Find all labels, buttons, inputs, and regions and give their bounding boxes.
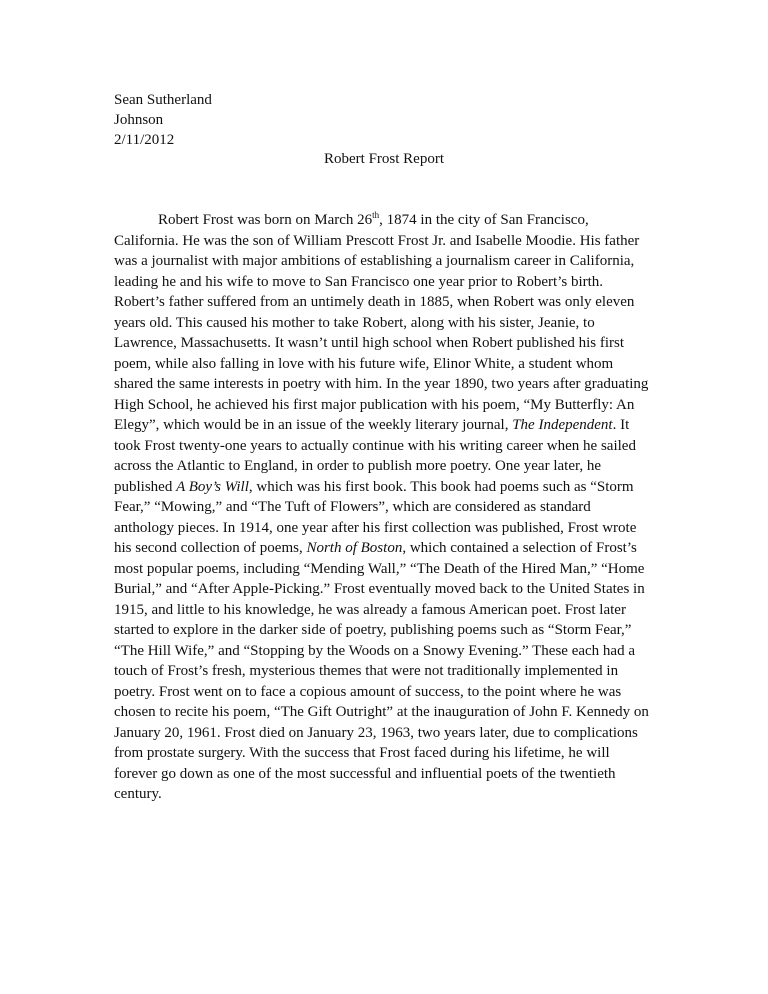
report-body (114, 210, 674, 805)
body-line: started to explore in the darker side of poetry, publishing poems such as “Storm Fear,” (114, 622, 632, 638)
body-line: Elegy”, which would be in an issue of the weekly literary journal, The Independent. It (114, 417, 630, 433)
body-line: was a journalist with major ambitions of establishing a journalism career in California, (114, 253, 635, 269)
body-line: from prostate surgery. With the success that Frost faced during his lifetime, he will (114, 745, 610, 761)
body-line: shared the same interests in poetry with him. In the year 1890, two years after graduating (114, 376, 649, 392)
body-line: Robert Frost was born on March 26th, 1874 in the city of San Francisco, (158, 210, 589, 228)
body-line: leading he and his wife to move to San Francisco one year prior to Robert’s birth. (114, 273, 604, 290)
author-name: Sean Sutherland (114, 92, 212, 108)
body-line: anthology pieces. In 1914, one year after his first collection was published, Frost wrote (114, 519, 637, 536)
body-line: published A Boy’s Will, which was his first book. This book had poems such as “Storm (114, 478, 634, 495)
body-line: chosen to recite his poem, “The Gift Outright” at the inauguration of John F. Kennedy on (114, 704, 649, 720)
body-line: “The Hill Wife,” and “Stopping by the Woods on a Snowy Evening.” These each had a (114, 642, 635, 659)
body-line: Burial,” and “After Apple-Picking.” Frost eventually moved back to the United States in (114, 581, 645, 597)
report-date: 2/11/2012 (114, 132, 175, 148)
body-line: Robert’s father suffered from an untimely death in 1885, when Robert was only eleven (114, 294, 635, 310)
report-title: Robert Frost Report (324, 151, 444, 167)
teacher-name: Johnson (114, 112, 164, 128)
body-line: touch of Frost’s fresh, mysterious themes that were not traditionally implemented in (114, 663, 619, 679)
body-line: January 20, 1961. Frost died on January 23, 1963, two years later, due to complications (114, 724, 638, 741)
body-line: years old. This caused his mother to take Robert, along with his sister, Jeanie, to (114, 314, 595, 331)
body-line: Lawrence, Massachusetts. It wasn’t until high school when Robert published his first (114, 335, 625, 351)
body-line: High School, he achieved his first major publication with his poem, “My Butterfly: An (114, 396, 635, 413)
body-line: Fear,” “Mowing,” and “The Tuft of Flowers”, which are considered as standard (114, 499, 591, 515)
body-line: California. He was the son of William Prescott Frost Jr. and Isabelle Moodie. His father (114, 232, 640, 249)
body-line: forever go down as one of the most successful and influential poets of the twentieth (114, 765, 616, 782)
body-line: across the Atlantic to England, in order to publish more poetry. One year later, he (114, 458, 602, 474)
body-line: his second collection of poems, North of Boston, which contained a selection of Frost’s (114, 540, 637, 556)
body-line: took Frost twenty-one years to actually continue with his writing career when he sailed (114, 437, 636, 454)
body-line: most popular poems, including “Mending Wall,” “The Death of the Hired Man,” “Home (114, 560, 645, 577)
body-line: poetry. Frost went on to face a copious amount of success, to the point where he was (114, 683, 622, 700)
body-line: 1915, and little to his knowledge, he was already a famous American poet. Frost later (114, 601, 626, 618)
body-line: century. (114, 786, 162, 802)
body-line: poem, while also falling in love with his future wife, Elinor White, a student whom (114, 355, 614, 372)
